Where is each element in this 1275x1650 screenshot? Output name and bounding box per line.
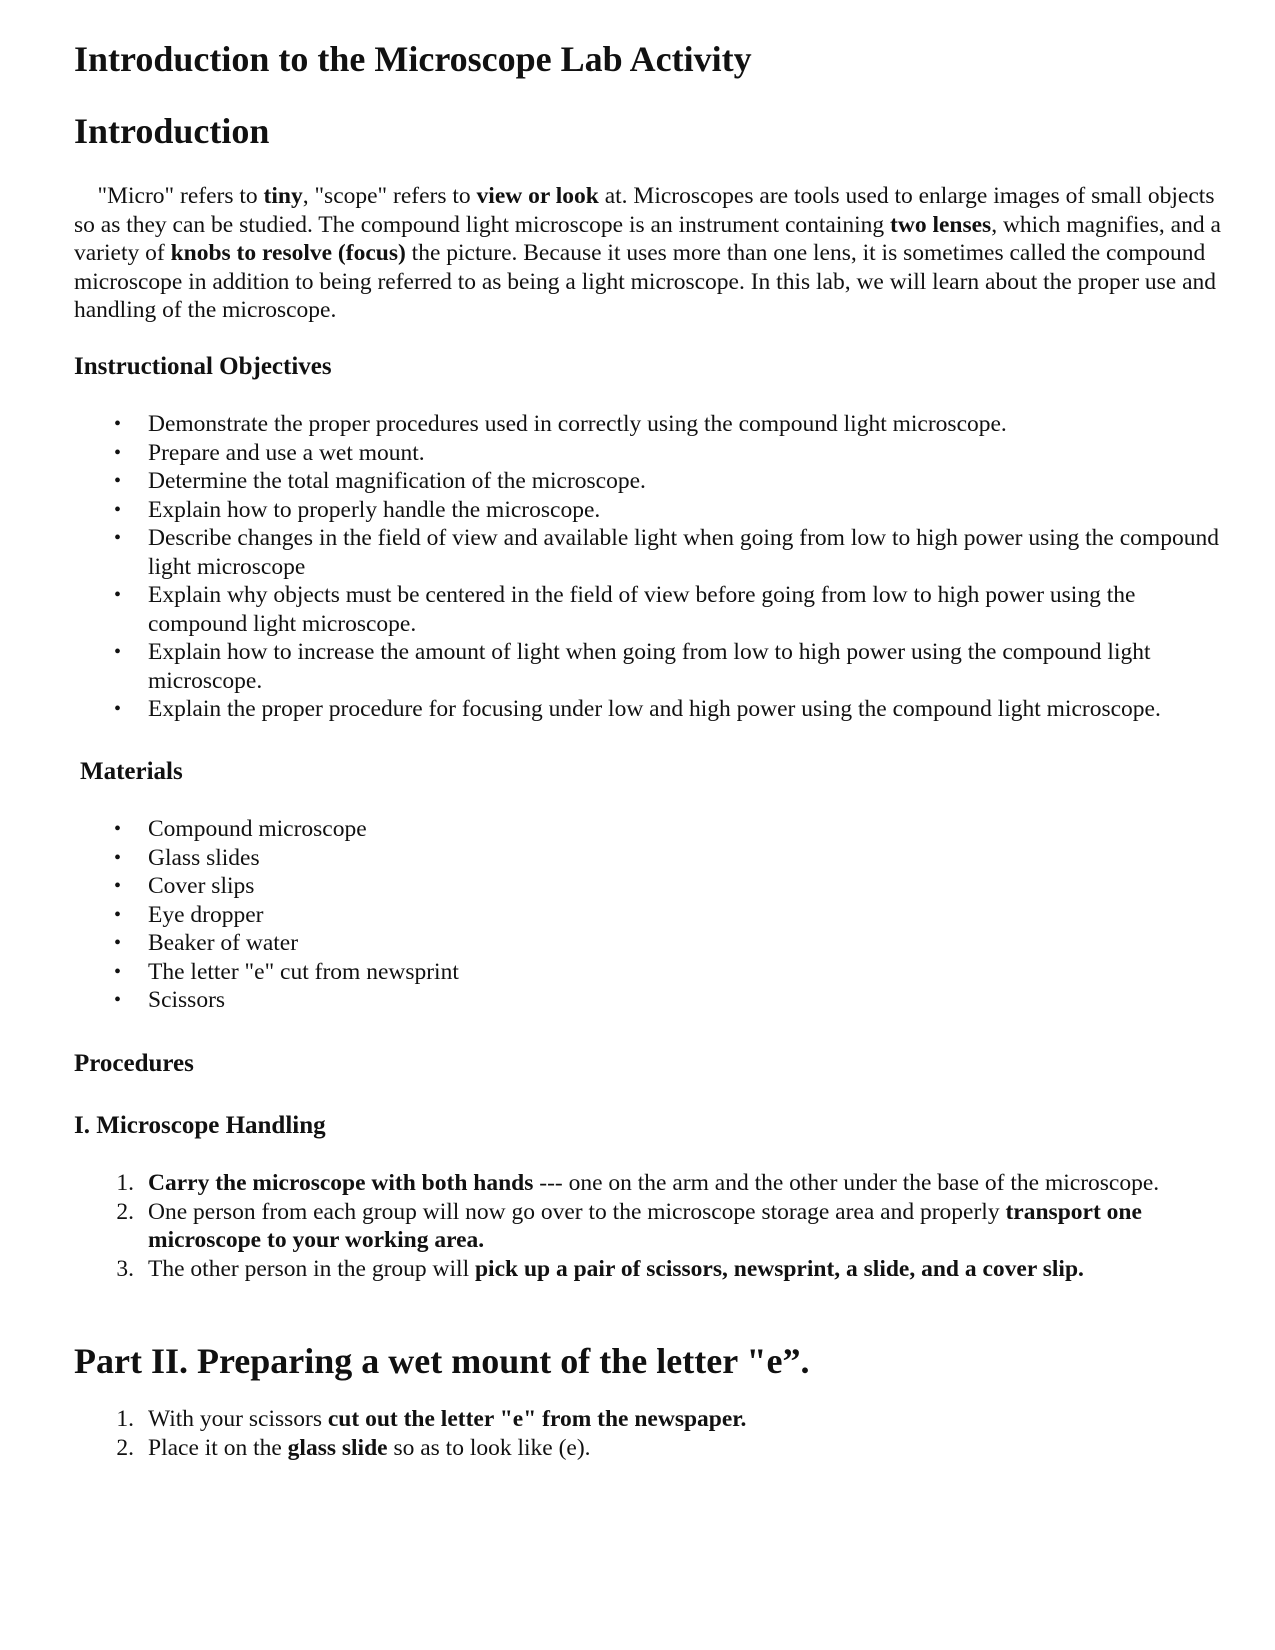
bullet: • (114, 875, 122, 897)
objectives-list (74, 410, 1227, 724)
list-item: • Scissors (114, 987, 226, 1013)
bullet: • (114, 470, 122, 492)
page-title: Introduction to the Microscope Lab Activity (74, 39, 752, 79)
list-item: • Cover slips (114, 873, 255, 899)
bullet: • (114, 960, 122, 983)
step-number: 2. (116, 1434, 134, 1461)
list-item: 2. Place it on the glass slide so as to look like (e). (74, 1434, 1227, 1463)
procedures-heading: Procedures (74, 1050, 194, 1077)
step-number: 1. (116, 1170, 134, 1196)
list-item: • Compound microscope (114, 816, 367, 842)
step-number: 3. (116, 1255, 134, 1282)
list-item: • Explain how to increase the amount of light when going from low to high power using the compound light microscope. (114, 639, 1151, 694)
list-item: • Glass slides (114, 844, 260, 871)
bullet: • (114, 903, 122, 926)
list-item: • Explain the proper procedure for focusing under low and high power using the compound light microscope. (114, 696, 1161, 722)
materials-heading: Materials (80, 758, 183, 785)
part2-steps (74, 1405, 1227, 1462)
intro-paragraph: "Micro" refers to tiny, "scope" refers to view or look at. Microscopes are tools used to enlarge images of small objects so as they can be studied. The compound light microscope is an instrument containing two lenses, which magnifies, and a variety of knobs to resolve (focus) the picture. Because it uses more than one lens, it is sometimes called the compound microscope in addition to being referred to as being a light microscope. In this lab, we will learn about the proper use and handling of the microscope. (74, 183, 1221, 323)
bullet: • (114, 441, 122, 464)
intro-heading: Introduction (74, 111, 270, 151)
list-item: 3. The other person in the group will pick up a pair of scissors, newsprint, a slide, and a cover slip. (74, 1255, 1227, 1284)
bullet: • (114, 641, 122, 663)
bullet: • (114, 698, 122, 720)
handling-steps (74, 1169, 1227, 1283)
materials-list (74, 815, 1227, 1015)
list-item: • The letter "e" cut from newsprint (114, 958, 459, 985)
list-item: 1. With your scissors cut out the letter "e" from the newspaper. (74, 1405, 1227, 1434)
list-item: • Describe changes in the field of view and available light when going from low to high power using the compound light microscope (114, 525, 1219, 580)
list-item: 1. Carry the microscope with both hands --- one on the arm and the other under the base of the microscope. (74, 1169, 1227, 1198)
part2-heading: Part II. Preparing a wet mount of the letter "e”. (74, 1341, 810, 1381)
bullet: • (114, 846, 122, 869)
list-item: • Prepare and use a wet mount. (114, 439, 425, 466)
step-number: 1. (116, 1406, 134, 1432)
bullet: • (114, 498, 122, 521)
bullet: • (114, 932, 122, 954)
list-item: • Explain how to properly handle the microscope. (114, 496, 601, 523)
list-item: • Eye dropper (114, 901, 264, 928)
handling-heading: I. Microscope Handling (74, 1112, 326, 1139)
bullet: • (114, 818, 122, 840)
bullet: • (114, 989, 122, 1011)
bullet: • (114, 527, 122, 549)
list-item: • Explain why objects must be centered in the field of view before going from low to high power using the compound light microscope. (114, 582, 1136, 637)
objectives-heading: Instructional Objectives (74, 353, 332, 380)
list-item: • Beaker of water (114, 930, 299, 956)
list-item: • Demonstrate the proper procedures used in correctly using the compound light microscope. (114, 411, 1007, 437)
step-number: 2. (116, 1198, 134, 1225)
bullet: • (114, 413, 122, 435)
list-item: 2. One person from each group will now go over to the microscope storage area and properly transport one microscope to your working area. (74, 1198, 1227, 1255)
bullet: • (114, 584, 122, 606)
list-item: • Determine the total magnification of the microscope. (114, 468, 646, 494)
